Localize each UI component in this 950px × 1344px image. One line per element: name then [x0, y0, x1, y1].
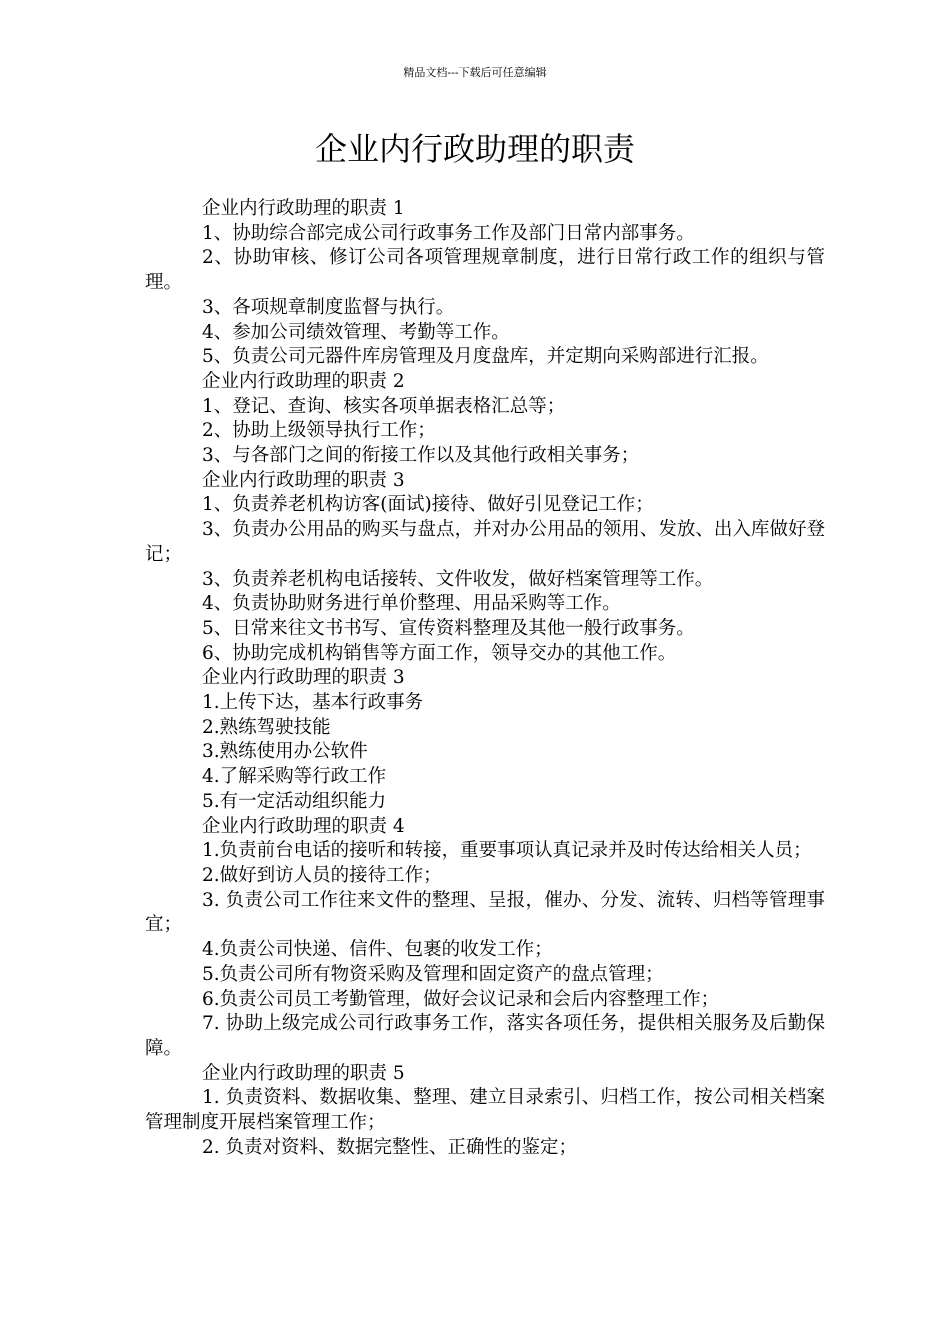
- paragraph: 1、协助综合部完成公司行政事务工作及部门日常内部事务。: [202, 222, 695, 244]
- paragraph: 2.熟练驾驶技能: [202, 716, 331, 738]
- document-body: [145, 197, 825, 1160]
- paragraph: 3. 负责公司工作往来文件的整理、呈报，催办、分发、流转、归档等管理事宜；: [145, 889, 825, 936]
- paragraph: 3.熟练使用办公软件: [202, 741, 368, 763]
- paragraph: 1. 负责资料、数据收集、整理、建立目录索引、归档工作，按公司相关档案管理制度开展档案管理工作；: [145, 1087, 825, 1134]
- paragraph: 1、负责养老机构访客(面试)接待、做好引见登记工作；: [202, 494, 654, 516]
- header-note: 精品文档---下载后可任意编辑: [403, 66, 547, 79]
- paragraph: 企业内行政助理的职责 1: [202, 198, 405, 219]
- paragraph: 2.做好到访人员的接待工作；: [202, 864, 442, 886]
- paragraph: 3、与各部门之间的衔接工作以及其他行政相关事务；: [202, 445, 640, 467]
- paragraph: 7. 协助上级完成公司行政事务工作，落实各项任务，提供相关服务及后勤保障。: [145, 1013, 825, 1059]
- paragraph: 3、负责养老机构电话接转、文件收发，做好档案管理等工作。: [202, 568, 714, 590]
- paragraph: 1、登记、查询、核实各项单据表格汇总等；: [202, 395, 566, 417]
- paragraph: 企业内行政助理的职责 4: [202, 815, 405, 837]
- paragraph: 5.有一定活动组织能力: [202, 790, 387, 812]
- paragraph: 5.负责公司所有物资采购及管理和固定资产的盘点管理；: [202, 963, 664, 985]
- paragraph: 5、负责公司元器件库房管理及月度盘库，并定期向采购部进行汇报。: [202, 346, 769, 368]
- paragraph: 5、日常来往文书书写、宣传资料整理及其他一般行政事务。: [202, 617, 695, 639]
- paragraph: 6、协助完成机构销售等方面工作，领导交办的其他工作。: [202, 642, 677, 664]
- paragraph: 2、协助上级领导执行工作；: [202, 420, 436, 442]
- paragraph: 企业内行政助理的职责 3: [202, 469, 405, 491]
- paragraph: 4.了解采购等行政工作: [202, 766, 387, 788]
- paragraph: 3、负责办公用品的购买与盘点，并对办公用品的领用、发放、出入库做好登记；: [145, 519, 825, 565]
- document-title: 企业内行政助理的职责: [314, 130, 635, 168]
- paragraph: 企业内行政助理的职责 2: [202, 370, 405, 392]
- paragraph: 6.负责公司员工考勤管理，做好会议记录和会后内容整理工作；: [202, 988, 720, 1010]
- paragraph: 4.负责公司快递、信件、包裹的收发工作；: [202, 939, 553, 961]
- paragraph: 2、协助审核、修订公司各项管理规章制度，进行日常行政工作的组织与管理。: [145, 247, 825, 294]
- paragraph: 4、负责协助财务进行单价整理、用品采购等工作。: [202, 593, 621, 615]
- paragraph: 企业内行政助理的职责 3: [202, 667, 405, 689]
- paragraph: 2. 负责对资料、数据完整性、正确性的鉴定；: [202, 1136, 578, 1158]
- paragraph: 1.负责前台电话的接听和转接，重要事项认真记录并及时传达给相关人员；: [202, 840, 812, 862]
- paragraph: 4、参加公司绩效管理、考勤等工作。: [202, 321, 510, 343]
- paragraph: 企业内行政助理的职责 5: [202, 1062, 405, 1084]
- paragraph: 3、各项规章制度监督与执行。: [202, 296, 455, 318]
- paragraph: 1.上传下达，基本行政事务: [202, 692, 424, 714]
